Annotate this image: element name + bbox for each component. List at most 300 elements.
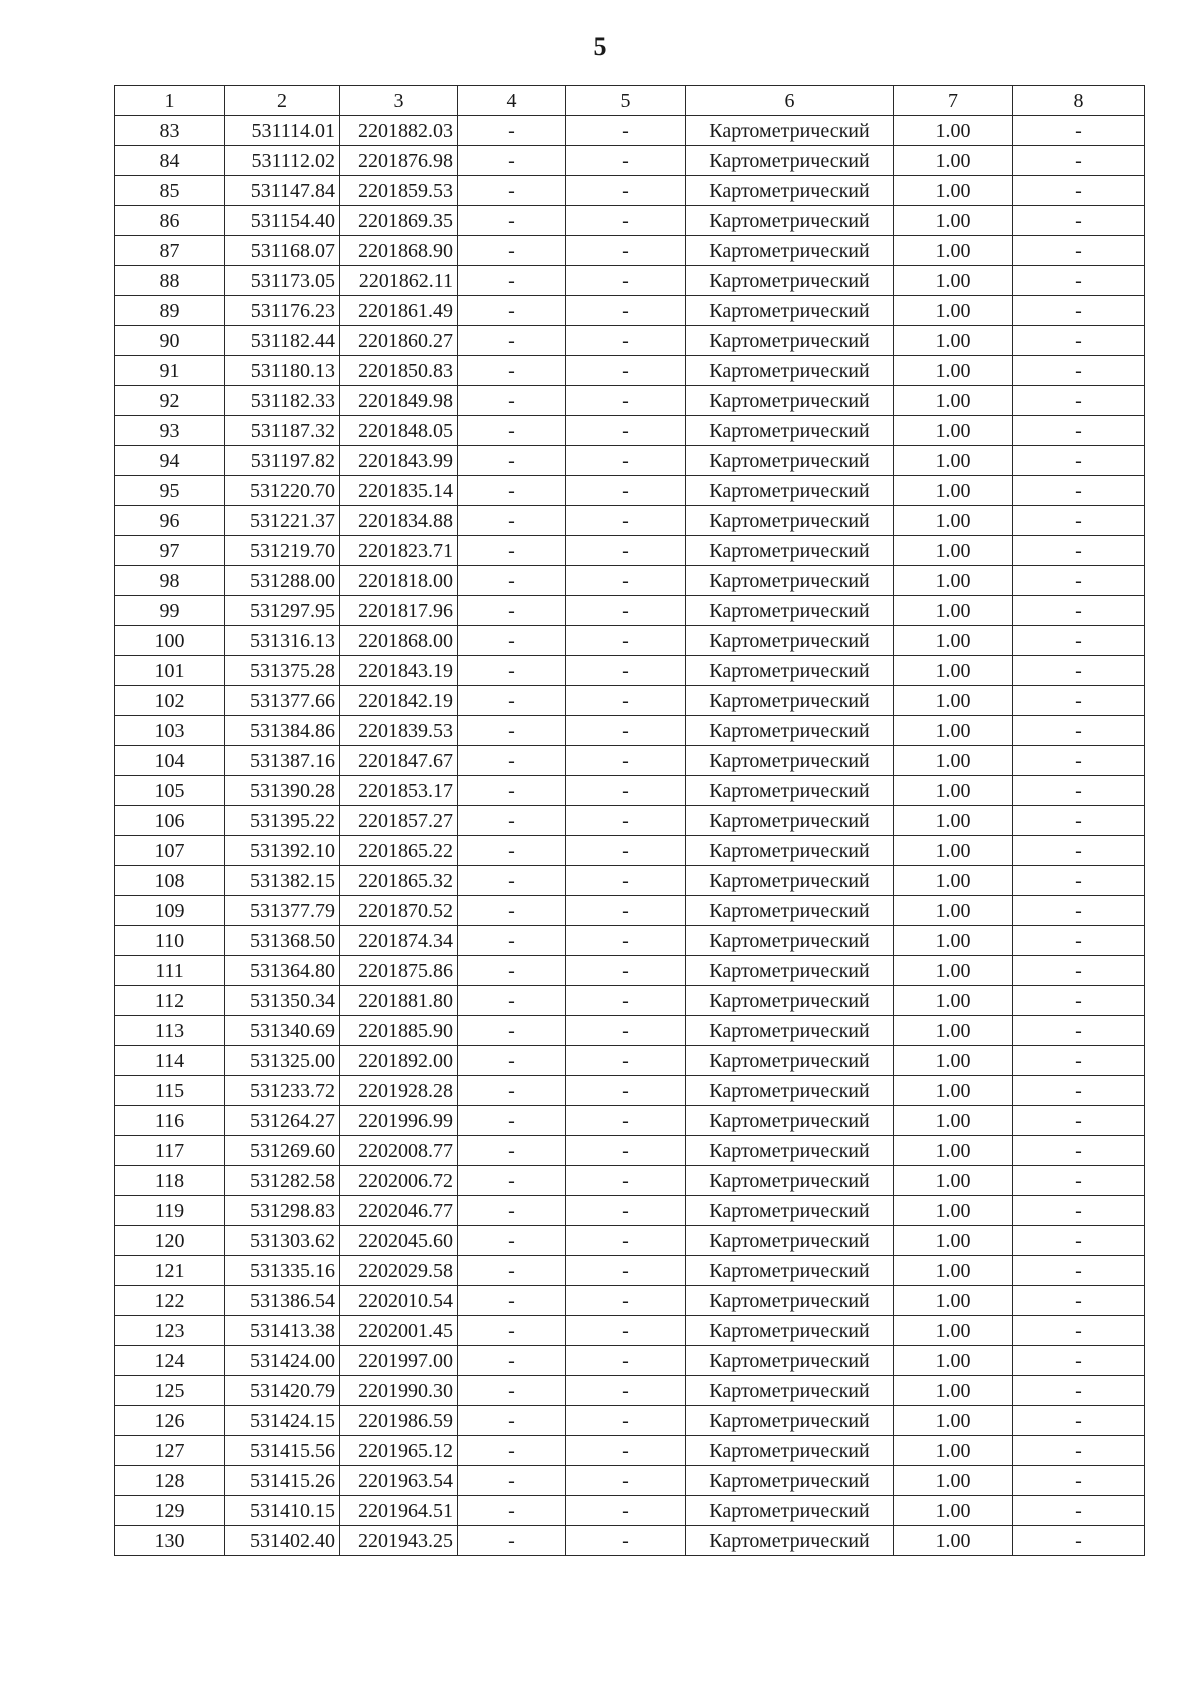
col8-cell: - <box>1013 386 1145 416</box>
col4-cell: - <box>458 356 566 386</box>
method-cell: Картометрический <box>686 476 894 506</box>
accuracy-cell: 1.00 <box>894 716 1013 746</box>
y-coordinate-cell: 2201868.90 <box>340 236 458 266</box>
method-cell: Картометрический <box>686 566 894 596</box>
y-coordinate-cell: 2201862.11 <box>340 266 458 296</box>
col8-cell: - <box>1013 1286 1145 1316</box>
x-coordinate-cell: 531350.34 <box>225 986 340 1016</box>
col4-cell: - <box>458 1496 566 1526</box>
col5-cell: - <box>566 596 686 626</box>
y-coordinate-cell: 2201885.90 <box>340 1016 458 1046</box>
table-row <box>115 506 1145 536</box>
table-row <box>115 326 1145 356</box>
x-coordinate-cell: 531114.01 <box>225 116 340 146</box>
method-cell: Картометрический <box>686 116 894 146</box>
col4-cell: - <box>458 1046 566 1076</box>
point-number-cell: 118 <box>115 1166 225 1196</box>
accuracy-cell: 1.00 <box>894 1046 1013 1076</box>
col4-cell: - <box>458 1526 566 1556</box>
col8-cell: - <box>1013 296 1145 326</box>
method-cell: Картометрический <box>686 1256 894 1286</box>
table-row <box>115 1436 1145 1466</box>
x-coordinate-cell: 531197.82 <box>225 446 340 476</box>
accuracy-cell: 1.00 <box>894 1016 1013 1046</box>
col5-cell: - <box>566 1376 686 1406</box>
table-row <box>115 716 1145 746</box>
col8-cell: - <box>1013 596 1145 626</box>
point-number-cell: 120 <box>115 1226 225 1256</box>
method-cell: Картометрический <box>686 266 894 296</box>
col5-cell: - <box>566 986 686 1016</box>
accuracy-cell: 1.00 <box>894 386 1013 416</box>
method-cell: Картометрический <box>686 1496 894 1526</box>
col4-cell: - <box>458 866 566 896</box>
col5-cell: - <box>566 836 686 866</box>
y-coordinate-cell: 2201943.25 <box>340 1526 458 1556</box>
method-cell: Картометрический <box>686 386 894 416</box>
y-coordinate-cell: 2201965.12 <box>340 1436 458 1466</box>
col4-cell: - <box>458 1226 566 1256</box>
table-row <box>115 596 1145 626</box>
col5-cell: - <box>566 716 686 746</box>
col8-cell: - <box>1013 1226 1145 1256</box>
col8-cell: - <box>1013 1076 1145 1106</box>
col8-cell: - <box>1013 836 1145 866</box>
x-coordinate-cell: 531377.79 <box>225 896 340 926</box>
x-coordinate-cell: 531154.40 <box>225 206 340 236</box>
point-number-cell: 126 <box>115 1406 225 1436</box>
table-row <box>115 1406 1145 1436</box>
col5-cell: - <box>566 1016 686 1046</box>
table-row <box>115 1136 1145 1166</box>
col4-cell: - <box>458 926 566 956</box>
y-coordinate-cell: 2201843.99 <box>340 446 458 476</box>
col4-cell: - <box>458 206 566 236</box>
col4-cell: - <box>458 806 566 836</box>
point-number-cell: 88 <box>115 266 225 296</box>
accuracy-cell: 1.00 <box>894 566 1013 596</box>
accuracy-cell: 1.00 <box>894 1286 1013 1316</box>
method-cell: Картометрический <box>686 956 894 986</box>
col5-cell: - <box>566 1496 686 1526</box>
col8-cell: - <box>1013 416 1145 446</box>
table-row <box>115 986 1145 1016</box>
col4-cell: - <box>458 1166 566 1196</box>
accuracy-cell: 1.00 <box>894 1526 1013 1556</box>
column-header: 1 <box>115 86 225 116</box>
point-number-cell: 129 <box>115 1496 225 1526</box>
col5-cell: - <box>566 746 686 776</box>
point-number-cell: 109 <box>115 896 225 926</box>
method-cell: Картометрический <box>686 1286 894 1316</box>
col5-cell: - <box>566 626 686 656</box>
x-coordinate-cell: 531395.22 <box>225 806 340 836</box>
table-row <box>115 146 1145 176</box>
col8-cell: - <box>1013 716 1145 746</box>
table-row <box>115 686 1145 716</box>
accuracy-cell: 1.00 <box>894 536 1013 566</box>
table-row <box>115 1046 1145 1076</box>
column-header: 5 <box>566 86 686 116</box>
col5-cell: - <box>566 1106 686 1136</box>
col5-cell: - <box>566 176 686 206</box>
col8-cell: - <box>1013 686 1145 716</box>
x-coordinate-cell: 531382.15 <box>225 866 340 896</box>
point-number-cell: 127 <box>115 1436 225 1466</box>
x-coordinate-cell: 531168.07 <box>225 236 340 266</box>
table-row <box>115 1316 1145 1346</box>
point-number-cell: 104 <box>115 746 225 776</box>
col8-cell: - <box>1013 1526 1145 1556</box>
col5-cell: - <box>566 296 686 326</box>
y-coordinate-cell: 2201964.51 <box>340 1496 458 1526</box>
method-cell: Картометрический <box>686 1166 894 1196</box>
y-coordinate-cell: 2201865.32 <box>340 866 458 896</box>
col4-cell: - <box>458 1196 566 1226</box>
method-cell: Картометрический <box>686 596 894 626</box>
point-number-cell: 87 <box>115 236 225 266</box>
y-coordinate-cell: 2201861.49 <box>340 296 458 326</box>
method-cell: Картометрический <box>686 446 894 476</box>
accuracy-cell: 1.00 <box>894 356 1013 386</box>
col8-cell: - <box>1013 1016 1145 1046</box>
method-cell: Картометрический <box>686 176 894 206</box>
col4-cell: - <box>458 956 566 986</box>
y-coordinate-cell: 2202029.58 <box>340 1256 458 1286</box>
method-cell: Картометрический <box>686 1076 894 1106</box>
point-number-cell: 115 <box>115 1076 225 1106</box>
point-number-cell: 114 <box>115 1046 225 1076</box>
column-header: 3 <box>340 86 458 116</box>
coordinates-table <box>114 85 1145 1556</box>
table-row <box>115 386 1145 416</box>
accuracy-cell: 1.00 <box>894 686 1013 716</box>
y-coordinate-cell: 2201869.35 <box>340 206 458 236</box>
accuracy-cell: 1.00 <box>894 1256 1013 1286</box>
col5-cell: - <box>566 1046 686 1076</box>
col4-cell: - <box>458 896 566 926</box>
accuracy-cell: 1.00 <box>894 1376 1013 1406</box>
point-number-cell: 85 <box>115 176 225 206</box>
col4-cell: - <box>458 566 566 596</box>
col8-cell: - <box>1013 266 1145 296</box>
col5-cell: - <box>566 356 686 386</box>
method-cell: Картометрический <box>686 1226 894 1256</box>
method-cell: Картометрический <box>686 896 894 926</box>
table-row <box>115 896 1145 926</box>
y-coordinate-cell: 2201860.27 <box>340 326 458 356</box>
col8-cell: - <box>1013 1106 1145 1136</box>
method-cell: Картометрический <box>686 716 894 746</box>
accuracy-cell: 1.00 <box>894 326 1013 356</box>
y-coordinate-cell: 2201848.05 <box>340 416 458 446</box>
point-number-cell: 130 <box>115 1526 225 1556</box>
column-header: 8 <box>1013 86 1145 116</box>
accuracy-cell: 1.00 <box>894 1496 1013 1526</box>
x-coordinate-cell: 531233.72 <box>225 1076 340 1106</box>
col5-cell: - <box>566 1406 686 1436</box>
y-coordinate-cell: 2201963.54 <box>340 1466 458 1496</box>
table-row <box>115 1496 1145 1526</box>
col4-cell: - <box>458 656 566 686</box>
x-coordinate-cell: 531325.00 <box>225 1046 340 1076</box>
col8-cell: - <box>1013 446 1145 476</box>
col5-cell: - <box>566 1166 686 1196</box>
method-cell: Картометрический <box>686 926 894 956</box>
col5-cell: - <box>566 1526 686 1556</box>
accuracy-cell: 1.00 <box>894 1076 1013 1106</box>
col8-cell: - <box>1013 206 1145 236</box>
x-coordinate-cell: 531384.86 <box>225 716 340 746</box>
column-header: 2 <box>225 86 340 116</box>
y-coordinate-cell: 2201876.98 <box>340 146 458 176</box>
column-header: 4 <box>458 86 566 116</box>
y-coordinate-cell: 2201892.00 <box>340 1046 458 1076</box>
point-number-cell: 125 <box>115 1376 225 1406</box>
x-coordinate-cell: 531221.37 <box>225 506 340 536</box>
accuracy-cell: 1.00 <box>894 806 1013 836</box>
col5-cell: - <box>566 1436 686 1466</box>
x-coordinate-cell: 531377.66 <box>225 686 340 716</box>
column-header: 7 <box>894 86 1013 116</box>
col4-cell: - <box>458 1346 566 1376</box>
col8-cell: - <box>1013 176 1145 206</box>
y-coordinate-cell: 2201817.96 <box>340 596 458 626</box>
table-row <box>115 1466 1145 1496</box>
method-cell: Картометрический <box>686 1376 894 1406</box>
accuracy-cell: 1.00 <box>894 1316 1013 1346</box>
x-coordinate-cell: 531386.54 <box>225 1286 340 1316</box>
accuracy-cell: 1.00 <box>894 206 1013 236</box>
col8-cell: - <box>1013 1496 1145 1526</box>
col8-cell: - <box>1013 776 1145 806</box>
accuracy-cell: 1.00 <box>894 1226 1013 1256</box>
col5-cell: - <box>566 1286 686 1316</box>
y-coordinate-cell: 2201865.22 <box>340 836 458 866</box>
col8-cell: - <box>1013 986 1145 1016</box>
method-cell: Картометрический <box>686 626 894 656</box>
y-coordinate-cell: 2201849.98 <box>340 386 458 416</box>
col4-cell: - <box>458 626 566 656</box>
y-coordinate-cell: 2201843.19 <box>340 656 458 686</box>
x-coordinate-cell: 531147.84 <box>225 176 340 206</box>
x-coordinate-cell: 531173.05 <box>225 266 340 296</box>
y-coordinate-cell: 2201847.67 <box>340 746 458 776</box>
point-number-cell: 121 <box>115 1256 225 1286</box>
point-number-cell: 123 <box>115 1316 225 1346</box>
col8-cell: - <box>1013 746 1145 776</box>
col4-cell: - <box>458 1256 566 1286</box>
x-coordinate-cell: 531415.26 <box>225 1466 340 1496</box>
point-number-cell: 93 <box>115 416 225 446</box>
x-coordinate-cell: 531335.16 <box>225 1256 340 1286</box>
table-row <box>115 536 1145 566</box>
col5-cell: - <box>566 206 686 236</box>
point-number-cell: 91 <box>115 356 225 386</box>
method-cell: Картометрический <box>686 686 894 716</box>
col8-cell: - <box>1013 926 1145 956</box>
col5-cell: - <box>566 326 686 356</box>
col8-cell: - <box>1013 626 1145 656</box>
col4-cell: - <box>458 446 566 476</box>
col8-cell: - <box>1013 1466 1145 1496</box>
col5-cell: - <box>566 506 686 536</box>
accuracy-cell: 1.00 <box>894 446 1013 476</box>
y-coordinate-cell: 2201881.80 <box>340 986 458 1016</box>
method-cell: Картометрический <box>686 656 894 686</box>
x-coordinate-cell: 531410.15 <box>225 1496 340 1526</box>
y-coordinate-cell: 2201842.19 <box>340 686 458 716</box>
method-cell: Картометрический <box>686 326 894 356</box>
page-number: 5 <box>593 32 607 61</box>
x-coordinate-cell: 531415.56 <box>225 1436 340 1466</box>
y-coordinate-cell: 2201859.53 <box>340 176 458 206</box>
accuracy-cell: 1.00 <box>894 1106 1013 1136</box>
accuracy-cell: 1.00 <box>894 596 1013 626</box>
col8-cell: - <box>1013 116 1145 146</box>
method-cell: Картометрический <box>686 1346 894 1376</box>
point-number-cell: 107 <box>115 836 225 866</box>
method-cell: Картометрический <box>686 1526 894 1556</box>
col8-cell: - <box>1013 236 1145 266</box>
x-coordinate-cell: 531282.58 <box>225 1166 340 1196</box>
y-coordinate-cell: 2201997.00 <box>340 1346 458 1376</box>
method-cell: Картометрический <box>686 986 894 1016</box>
point-number-cell: 116 <box>115 1106 225 1136</box>
col8-cell: - <box>1013 1376 1145 1406</box>
point-number-cell: 113 <box>115 1016 225 1046</box>
accuracy-cell: 1.00 <box>894 416 1013 446</box>
col4-cell: - <box>458 836 566 866</box>
y-coordinate-cell: 2201868.00 <box>340 626 458 656</box>
table-row <box>115 446 1145 476</box>
table-row <box>115 566 1145 596</box>
y-coordinate-cell: 2201857.27 <box>340 806 458 836</box>
point-number-cell: 84 <box>115 146 225 176</box>
y-coordinate-cell: 2202046.77 <box>340 1196 458 1226</box>
col4-cell: - <box>458 266 566 296</box>
col8-cell: - <box>1013 956 1145 986</box>
accuracy-cell: 1.00 <box>894 1166 1013 1196</box>
accuracy-cell: 1.00 <box>894 956 1013 986</box>
col5-cell: - <box>566 416 686 446</box>
col5-cell: - <box>566 1076 686 1106</box>
col8-cell: - <box>1013 1436 1145 1466</box>
accuracy-cell: 1.00 <box>894 146 1013 176</box>
accuracy-cell: 1.00 <box>894 896 1013 926</box>
y-coordinate-cell: 2202010.54 <box>340 1286 458 1316</box>
col4-cell: - <box>458 1406 566 1436</box>
x-coordinate-cell: 531303.62 <box>225 1226 340 1256</box>
col5-cell: - <box>566 956 686 986</box>
table-row <box>115 866 1145 896</box>
accuracy-cell: 1.00 <box>894 176 1013 206</box>
accuracy-cell: 1.00 <box>894 1346 1013 1376</box>
col8-cell: - <box>1013 476 1145 506</box>
y-coordinate-cell: 2202001.45 <box>340 1316 458 1346</box>
col8-cell: - <box>1013 326 1145 356</box>
accuracy-cell: 1.00 <box>894 266 1013 296</box>
table-header-row <box>115 86 1145 116</box>
y-coordinate-cell: 2201882.03 <box>340 116 458 146</box>
col4-cell: - <box>458 1076 566 1106</box>
point-number-cell: 111 <box>115 956 225 986</box>
x-coordinate-cell: 531187.32 <box>225 416 340 446</box>
method-cell: Картометрический <box>686 206 894 236</box>
col4-cell: - <box>458 1286 566 1316</box>
table-row <box>115 1376 1145 1406</box>
point-number-cell: 97 <box>115 536 225 566</box>
method-cell: Картометрический <box>686 746 894 776</box>
point-number-cell: 117 <box>115 1136 225 1166</box>
table-row <box>115 1196 1145 1226</box>
method-cell: Картометрический <box>686 1466 894 1496</box>
col5-cell: - <box>566 1136 686 1166</box>
x-coordinate-cell: 531316.13 <box>225 626 340 656</box>
col8-cell: - <box>1013 1406 1145 1436</box>
method-cell: Картометрический <box>686 356 894 386</box>
col5-cell: - <box>566 1226 686 1256</box>
point-number-cell: 94 <box>115 446 225 476</box>
point-number-cell: 86 <box>115 206 225 236</box>
point-number-cell: 102 <box>115 686 225 716</box>
table-row <box>115 296 1145 326</box>
method-cell: Картометрический <box>686 236 894 266</box>
col4-cell: - <box>458 536 566 566</box>
point-number-cell: 99 <box>115 596 225 626</box>
col4-cell: - <box>458 1466 566 1496</box>
col5-cell: - <box>566 896 686 926</box>
col4-cell: - <box>458 476 566 506</box>
accuracy-cell: 1.00 <box>894 1436 1013 1466</box>
col4-cell: - <box>458 746 566 776</box>
col8-cell: - <box>1013 566 1145 596</box>
table-row <box>115 626 1145 656</box>
col8-cell: - <box>1013 1046 1145 1076</box>
method-cell: Картометрический <box>686 776 894 806</box>
y-coordinate-cell: 2201839.53 <box>340 716 458 746</box>
col4-cell: - <box>458 506 566 536</box>
x-coordinate-cell: 531298.83 <box>225 1196 340 1226</box>
accuracy-cell: 1.00 <box>894 866 1013 896</box>
x-coordinate-cell: 531402.40 <box>225 1526 340 1556</box>
table-body <box>115 116 1145 1556</box>
col8-cell: - <box>1013 1196 1145 1226</box>
col4-cell: - <box>458 176 566 206</box>
x-coordinate-cell: 531176.23 <box>225 296 340 326</box>
accuracy-cell: 1.00 <box>894 926 1013 956</box>
method-cell: Картометрический <box>686 1106 894 1136</box>
col4-cell: - <box>458 146 566 176</box>
accuracy-cell: 1.00 <box>894 656 1013 686</box>
y-coordinate-cell: 2202008.77 <box>340 1136 458 1166</box>
col4-cell: - <box>458 776 566 806</box>
col5-cell: - <box>566 116 686 146</box>
x-coordinate-cell: 531424.00 <box>225 1346 340 1376</box>
method-cell: Картометрический <box>686 1046 894 1076</box>
table-row <box>115 1166 1145 1196</box>
accuracy-cell: 1.00 <box>894 776 1013 806</box>
method-cell: Картометрический <box>686 1436 894 1466</box>
y-coordinate-cell: 2201834.88 <box>340 506 458 536</box>
y-coordinate-cell: 2201990.30 <box>340 1376 458 1406</box>
x-coordinate-cell: 531375.28 <box>225 656 340 686</box>
point-number-cell: 83 <box>115 116 225 146</box>
method-cell: Картометрический <box>686 1406 894 1436</box>
point-number-cell: 110 <box>115 926 225 956</box>
table-row <box>115 836 1145 866</box>
table-row <box>115 116 1145 146</box>
